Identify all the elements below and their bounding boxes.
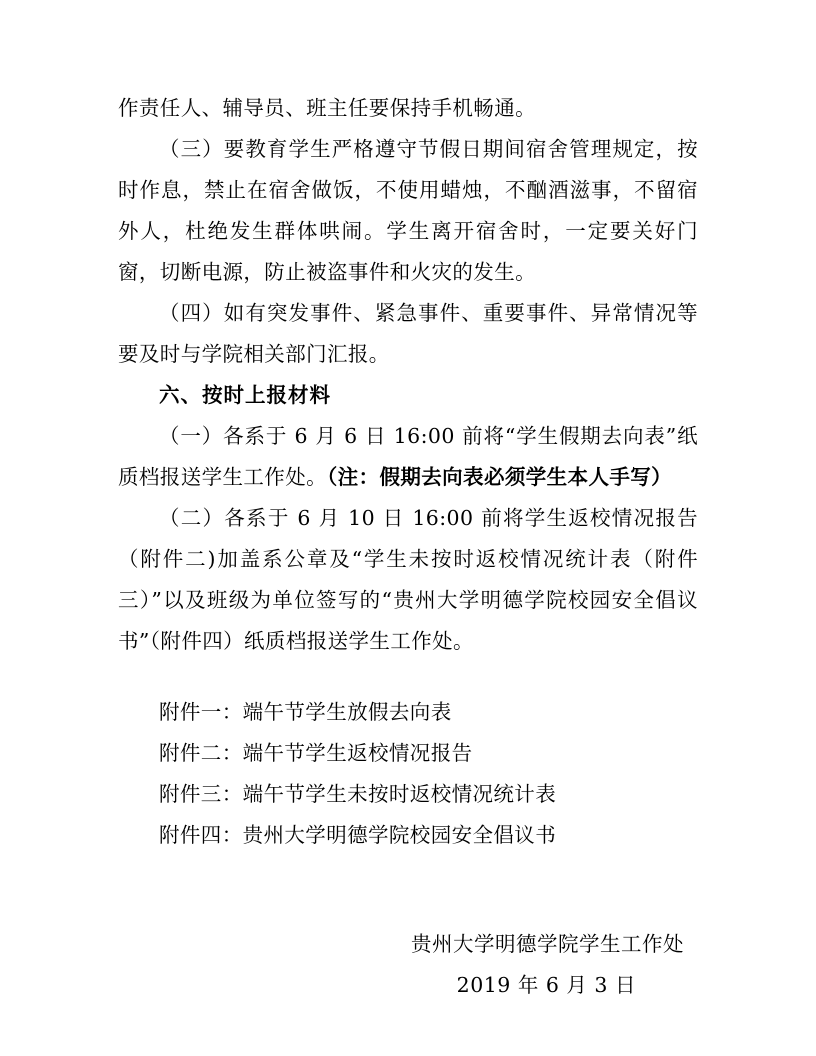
attachment-item-2: 附件二：端午节学生返校情况报告 [159,741,473,765]
paragraph-report-1-note: （注：假期去向表必须学生本人手写） [327,465,673,489]
attachment-item-1: 附件一：端午节学生放假去向表 [159,700,452,724]
attachment-item-4: 附件四：贵州大学明德学院校园安全倡议书 [159,823,557,847]
signature-block [118,924,698,1006]
paragraph-continuation: 作责任人、辅导员、班主任要保持手机畅通。 [118,96,536,120]
attachment-item-3: 附件三：端午节学生未按时返校情况统计表 [159,782,557,806]
paragraph-report-1 [118,416,698,498]
signature-date: 2019 年 6 月 3 日 [456,973,636,997]
paragraph-item-3: （三）要教育学生严格遵守节假日期间宿舍管理规定，按时作息，禁止在宿舍做饭，不使用蜡烛，不酗酒滋事，不留宿外人，杜绝发生群体哄闹。学生离开宿舍时，一定要关好门窗，切断电源，防止被盗事件和火灾的发生。 [118,137,698,284]
section-heading-six: 六、按时上报材料 [159,383,331,407]
paragraph-report-1-text: （一）各系于 6 月 6 日 16:00 前将“学生假期去向表”纸质档报送学生工作处。 [118,424,698,489]
paragraph-report-2: （二）各系于 6 月 10 日 16:00 前将学生返校情况报告（附件二)加盖系公章及“学生未按时返校情况统计表（附件三）”以及班级为单位签写的“贵州大学明德学院校园安全倡议书”（附件四）纸质档报送学生工作处。 [118,506,698,653]
signature-organization: 贵州大学明德学院学生工作处 [411,932,684,956]
paragraph-item-4: （四）如有突发事件、紧急事件、重要事件、异常情况等要及时与学院相关部门汇报。 [118,301,698,366]
document-body [118,88,698,1006]
attachment-list [118,692,698,856]
